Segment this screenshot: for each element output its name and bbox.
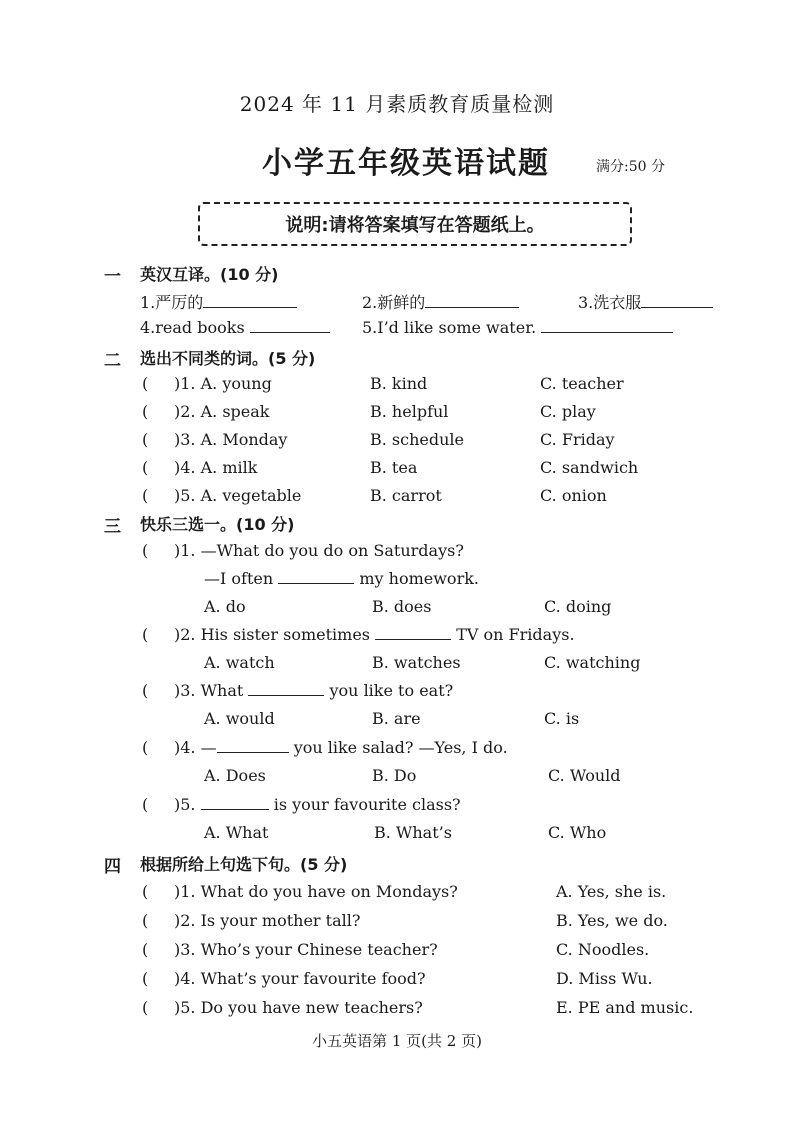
s3-q2-stem	[174, 625, 575, 644]
s2-row-1-bracket: (	[142, 374, 149, 393]
exam-header-line: 2024 年 11 月素质教育质量检测	[239, 92, 555, 116]
s4-row-2-bracket: (	[142, 911, 149, 930]
s3-q1-c: C. doing	[544, 597, 612, 616]
s2-row-3-q: )3. A. Monday	[174, 430, 288, 449]
full-score-label: 满分:50 分	[596, 159, 665, 175]
answer-blank[interactable]	[541, 318, 673, 333]
s1-item-4	[140, 318, 330, 337]
instruction-box	[198, 202, 632, 246]
s4-row-5-ans: E. PE and music.	[556, 998, 694, 1017]
s2-row-1-b: B. kind	[370, 374, 428, 393]
s1-item-5-text: 5.I’d like some water.	[362, 318, 537, 337]
section-4-title: 根据所给上句选下句。(5 分)	[140, 855, 348, 874]
s3-q3-stem-pre: )3. What	[174, 681, 244, 700]
s4-row-1-bracket: (	[142, 882, 149, 901]
s3-q1-stem2-pre: —I often	[204, 569, 274, 588]
instruction-text: 说明:请将答案填写在答题纸上。	[285, 215, 545, 236]
s3-q3-stem-post: you like to eat?	[329, 681, 454, 700]
s2-row-4-c: C. sandwich	[540, 458, 639, 477]
s4-row-5-bracket: (	[142, 998, 149, 1017]
s1-item-5	[362, 318, 673, 337]
s4-row-3-ans: C. Noodles.	[556, 940, 650, 959]
s2-row-3-bracket: (	[142, 430, 149, 449]
s3-q3-bracket: (	[142, 681, 149, 700]
page-footer: 小五英语第 1 页(共 2 页)	[312, 1032, 482, 1050]
s3-q5-a: A. What	[204, 823, 269, 842]
answer-blank[interactable]	[203, 293, 297, 308]
s2-row-2-bracket: (	[142, 402, 149, 421]
page-title: 小学五年级英语试题	[262, 146, 550, 181]
answer-blank[interactable]	[248, 681, 324, 696]
s4-row-2-q: )2. Is your mother tall?	[174, 911, 361, 930]
s3-q4-bracket: (	[142, 738, 149, 757]
s1-item-1	[140, 290, 297, 313]
section-3-number: 三	[104, 517, 121, 537]
s2-row-4-bracket: (	[142, 458, 149, 477]
s2-row-4-b: B. tea	[370, 458, 418, 477]
s2-row-1-q: )1. A. young	[174, 374, 272, 393]
section-2-number: 二	[104, 351, 121, 371]
answer-blank[interactable]	[201, 795, 269, 810]
s3-q4-stem-pre: )4. —	[174, 738, 217, 757]
s4-row-1-q: )1. What do you have on Mondays?	[174, 882, 458, 901]
s3-q4-stem	[174, 738, 508, 757]
s3-q4-a: A. Does	[204, 766, 266, 785]
answer-blank[interactable]	[425, 293, 519, 308]
answer-blank[interactable]	[278, 569, 354, 584]
s3-q1-stem2	[204, 569, 479, 588]
answer-blank[interactable]	[250, 318, 330, 333]
s3-q1-a: A. do	[204, 597, 246, 616]
s1-item-2	[362, 290, 519, 313]
s2-row-5-q: )5. A. vegetable	[174, 486, 302, 505]
s4-row-3-q: )3. Who’s your Chinese teacher?	[174, 940, 438, 959]
s3-q3-b: B. are	[372, 709, 421, 728]
section-4-number: 四	[104, 857, 121, 877]
s1-item-1-text: 1.严厉的	[140, 293, 204, 312]
s3-q4-c: C. Would	[548, 766, 621, 785]
s2-row-5-c: C. onion	[540, 486, 607, 505]
s3-q1-b: B. does	[372, 597, 432, 616]
s3-q1-stem2-post: my homework.	[359, 569, 479, 588]
s2-row-2-b: B. helpful	[370, 402, 449, 421]
s3-q3-stem	[174, 681, 453, 700]
s3-q5-b: B. What’s	[374, 823, 452, 842]
s3-q2-stem-post: TV on Fridays.	[456, 625, 575, 644]
s2-row-5-b: B. carrot	[370, 486, 442, 505]
s3-q4-stem-post: you like salad? —Yes, I do.	[293, 738, 508, 757]
answer-blank[interactable]	[217, 738, 289, 753]
s1-item-3	[578, 290, 713, 313]
answer-blank[interactable]	[375, 625, 451, 640]
s2-row-4-q: )4. A. milk	[174, 458, 258, 477]
s3-q2-a: A. watch	[204, 653, 275, 672]
s3-q5-stem-post: is your favourite class?	[273, 795, 461, 814]
s3-q2-stem-pre: )2. His sister sometimes	[174, 625, 371, 644]
s3-q1-bracket: (	[142, 541, 149, 560]
s4-row-5-q: )5. Do you have new teachers?	[174, 998, 423, 1017]
s4-row-1-ans: A. Yes, she is.	[556, 882, 667, 901]
s4-row-4-bracket: (	[142, 969, 149, 988]
s2-row-5-bracket: (	[142, 486, 149, 505]
s3-q2-c: C. watching	[544, 653, 641, 672]
answer-blank[interactable]	[641, 293, 713, 308]
s3-q5-c: C. Who	[548, 823, 607, 842]
s2-row-3-c: C. Friday	[540, 430, 615, 449]
s4-row-2-ans: B. Yes, we do.	[556, 911, 668, 930]
s3-q1-stem: )1. —What do you do on Saturdays?	[174, 541, 464, 560]
s3-q3-c: C. is	[544, 709, 580, 728]
s3-q5-bracket: (	[142, 795, 149, 814]
section-2-title: 选出不同类的词。(5 分)	[140, 349, 316, 368]
s3-q2-b: B. watches	[372, 653, 461, 672]
s2-row-2-c: C. play	[540, 402, 596, 421]
s3-q5-stem-pre: )5.	[174, 795, 196, 814]
s2-row-1-c: C. teacher	[540, 374, 624, 393]
s4-row-3-bracket: (	[142, 940, 149, 959]
s3-q4-b: B. Do	[372, 766, 417, 785]
s3-q5-stem	[174, 795, 461, 814]
s3-q3-a: A. would	[204, 709, 275, 728]
s3-q2-bracket: (	[142, 625, 149, 644]
s4-row-4-ans: D. Miss Wu.	[556, 969, 653, 988]
s1-item-4-text: 4.read books	[140, 318, 245, 337]
s1-item-3-text: 3.洗衣服	[578, 293, 642, 312]
section-1-number: 一	[104, 267, 121, 287]
s4-row-4-q: )4. What’s your favourite food?	[174, 969, 426, 988]
s2-row-2-q: )2. A. speak	[174, 402, 270, 421]
s2-row-3-b: B. schedule	[370, 430, 465, 449]
section-3-title: 快乐三选一。(10 分)	[140, 515, 295, 534]
s1-item-2-text: 2.新鲜的	[362, 293, 426, 312]
section-1-title: 英汉互译。(10 分)	[140, 265, 279, 284]
